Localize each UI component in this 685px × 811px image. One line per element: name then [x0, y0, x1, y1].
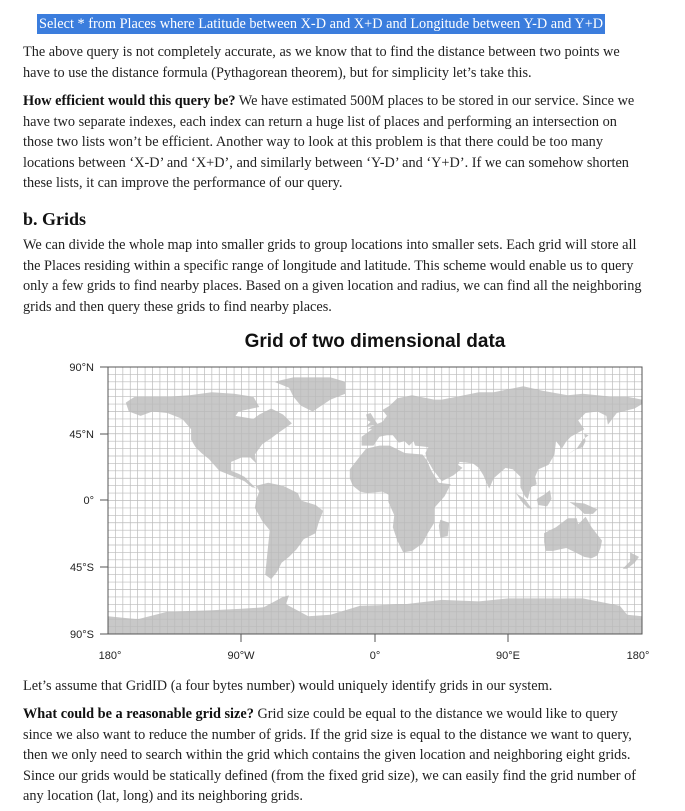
figure-title: Grid of two dimensional data — [244, 331, 506, 352]
landmass-north-america — [126, 392, 292, 488]
landmass-greenland — [274, 377, 345, 411]
paragraph-body: We have estimated 500M places to be stored in our service. Since we have two separate indexes, each index can return a huge list of places and performing an intersection on those two lists won’t be efficient. Another way to look at this problem is that there could be too many locations between ‘X-D’ and ‘X+D’, and similarly between ‘Y-D’ and ‘Y+D’. If we can somehow shorten these lists, it can improve the performance of our query. — [23, 93, 635, 191]
lon-label: 90°W — [227, 650, 255, 662]
landmass-japan — [568, 434, 589, 455]
lon-label: 90°E — [496, 650, 520, 662]
paragraph-body: Grid size could be equal to the distance we would like to query since we also want to reduce the number of grids. If the grid size is equal to the distance we want to query, then we only need to search within the grid which contains the given location and neighboring eight grids. Since our grids would be statically defined (from the fixed grid size), we can easily find the grid number of any location (lat, long) and its neighboring grids. — [23, 706, 636, 804]
grid-figure — [0, 322, 685, 667]
paragraph-lead: How efficient would this query be? — [23, 93, 236, 109]
section-heading: b. Grids — [23, 209, 87, 229]
paragraph-grids-intro: We can divide the whole map into smaller grids to group locations into smaller sets. Each grid will store all the Places residing within a specific range of longitude and latitude. This scheme would enable us to query only a few grids to find nearby places. Based on a given location and radius, we can find all the neighboring grids and then query these grids to find nearby places. — [23, 237, 642, 315]
paragraph-lead: What could be a reasonable grid size? — [23, 706, 254, 722]
paragraph-grid-size — [23, 704, 643, 807]
lat-label: 45°N — [69, 429, 94, 441]
lat-label: 90°S — [70, 629, 94, 641]
longitude-axis — [99, 634, 650, 662]
lon-label: 0° — [369, 650, 381, 662]
landmass-south-america — [255, 483, 323, 579]
paragraph-query-accuracy: The above query is not completely accurate, as we know that to find the distance between two points we have to use the distance formula (Pythagorean theorem), but for simplicity let’s take this. — [23, 44, 620, 81]
sql-query-highlight: Select * from Places where Latitude between X-D and X+D and Longitude between Y-D and Y+D — [39, 16, 604, 32]
grid-map-svg — [0, 322, 685, 667]
lat-label: 0° — [83, 495, 94, 507]
lat-label: 45°S — [70, 562, 94, 574]
lon-label: 180° — [98, 650, 122, 662]
lon-label: 180° — [626, 650, 650, 662]
paragraph-query-efficiency — [23, 91, 643, 194]
lat-label: 90°N — [69, 362, 94, 374]
paragraph-gridid: Let’s assume that GridID (a four bytes number) would uniquely identify grids in our system. — [23, 678, 553, 694]
landmass-sumatra — [516, 493, 532, 509]
latitude-axis — [69, 362, 108, 641]
landmass-new-zealand — [623, 552, 639, 568]
landmass-borneo — [537, 490, 552, 506]
